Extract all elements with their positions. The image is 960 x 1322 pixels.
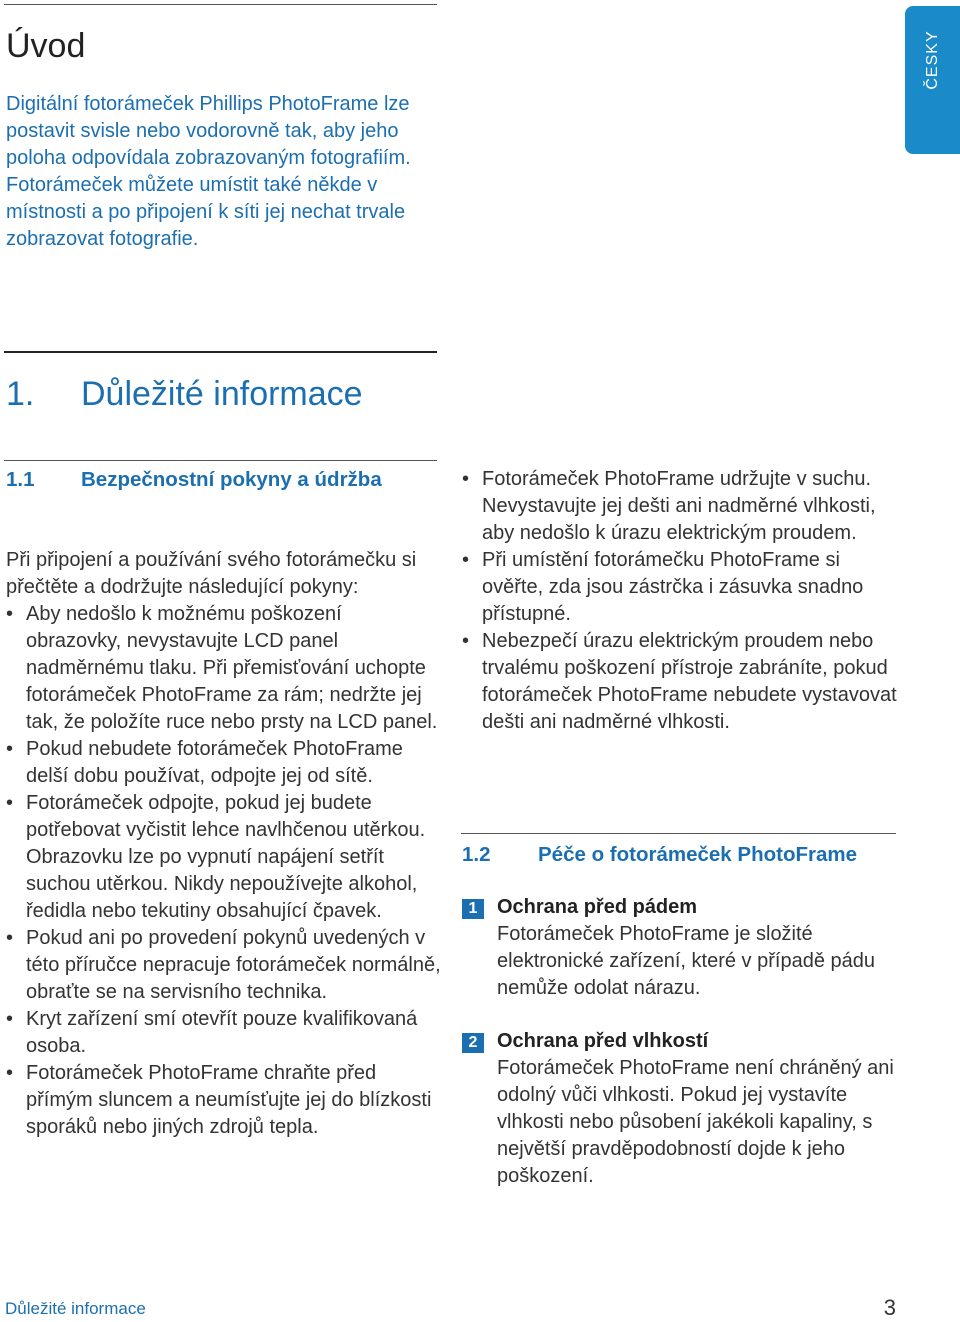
list-item: • Pokud ani po provedení pokynů uvedených v této příručce nepracuje fotorámeček normálně, obraťte se na servisního technika.: [6, 925, 442, 1006]
section-1-2-rule: [461, 833, 896, 834]
list-item: • Fotorámeček PhotoFrame udržujte v suchu. Nevystavujte jej dešti ani nadměrné vlhkosti, aby nedošlo k úrazu elektrickým proudem.: [462, 466, 898, 547]
step-number-badge: 1: [462, 899, 484, 919]
section-1-2-heading: [462, 841, 857, 868]
list-item: • Nebezpečí úrazu elektrickým proudem nebo trvalému poškození přístroje zabráníte, pokud fotorámeček PhotoFrame nebudete vystavovat dešti ani nadměrné vlhkosti.: [462, 628, 898, 736]
list-item: • Fotorámeček PhotoFrame chraňte před přímým sluncem a neumísťujte jej do blízkosti sporáků nebo jiných zdrojů tepla.: [6, 1060, 442, 1141]
safety-list-continued: [462, 466, 898, 736]
footer-section-title: Důležité informace: [5, 1299, 146, 1318]
chapter-rule: [4, 351, 437, 353]
intro-paragraph: Digitální fotorámeček Phillips PhotoFrame lze postavit svisle nebo vodorovně tak, aby jeho poloha odpovídala zobrazovaným fotografiím. Fotorámeček můžete umístit také někde v místnosti a po připojení k síti jej nechat trvale zobrazovat fotografie.: [6, 93, 411, 250]
top-rule: [4, 4, 437, 5]
list-item: • Aby nedošlo k možnému poškození obrazovky, nevystavujte LCD panel nadměrnému tlaku. Při přemisťování uchopte fotorámeček PhotoFrame za rám; nedržte jej tak, že položíte ruce nebo prsty na LCD panel.: [6, 601, 442, 736]
section-1-1-heading: [6, 466, 382, 493]
care-step-1: [462, 894, 902, 1002]
section-1-1-title: Bezpečnostní pokyny a údržba: [81, 468, 382, 491]
left-column: [6, 547, 442, 1141]
safety-lead: Při připojení a používání svého fotorámečku si přečtěte a dodržujte následující pokyny:: [6, 549, 417, 598]
step-number-badge: 2: [462, 1033, 484, 1053]
step-text: Fotorámeček PhotoFrame je složité elektronické zařízení, které v případě pádu nemůže odolat nárazu.: [497, 923, 875, 999]
section-1-1-number: 1.1: [6, 468, 35, 491]
list-item: • Při umístění fotorámečku PhotoFrame si ověřte, zda jsou zástrčka i zásuvka snadno přístupné.: [462, 547, 898, 628]
language-tab-label: ČESKY: [924, 30, 941, 90]
chapter-number: 1.: [6, 375, 35, 413]
section-1-1-rule: [4, 460, 437, 461]
step-text: Fotorámeček PhotoFrame není chráněný ani odolný vůči vlhkosti. Pokud jej vystavíte vlhkosti nebo působení jakékoli kapaliny, s největší pravděpodobností dojde k jeho poškození.: [497, 1057, 894, 1187]
page-title: Úvod: [6, 27, 86, 65]
chapter-title: Důležité informace: [81, 375, 363, 413]
step-title: Ochrana před pádem: [497, 896, 698, 918]
chapter-heading: [6, 372, 363, 416]
right-column: [462, 466, 898, 736]
step-title: Ochrana před vlhkostí: [497, 1030, 709, 1052]
section-1-2-title: Péče o fotorámeček PhotoFrame: [538, 843, 857, 866]
care-step-2: [462, 1028, 902, 1190]
list-item: • Fotorámeček odpojte, pokud jej budete potřebovat vyčistit lehce navlhčenou utěrkou. Obrazovku lze po vypnutí napájení setřít suchou utěrkou. Nikdy nepoužívejte alkohol, ředidla nebo tekutiny obsahující čpavek.: [6, 790, 442, 925]
list-item: • Kryt zařízení smí otevřít pouze kvalifikovaná osoba.: [6, 1006, 442, 1060]
safety-list: [6, 601, 442, 1141]
language-tab[interactable]: [905, 6, 960, 154]
list-item: • Pokud nebudete fotorámeček PhotoFrame delší dobu používat, odpojte jej od sítě.: [6, 736, 442, 790]
page-number: 3: [883, 1295, 896, 1320]
section-1-2-number: 1.2: [462, 843, 491, 866]
